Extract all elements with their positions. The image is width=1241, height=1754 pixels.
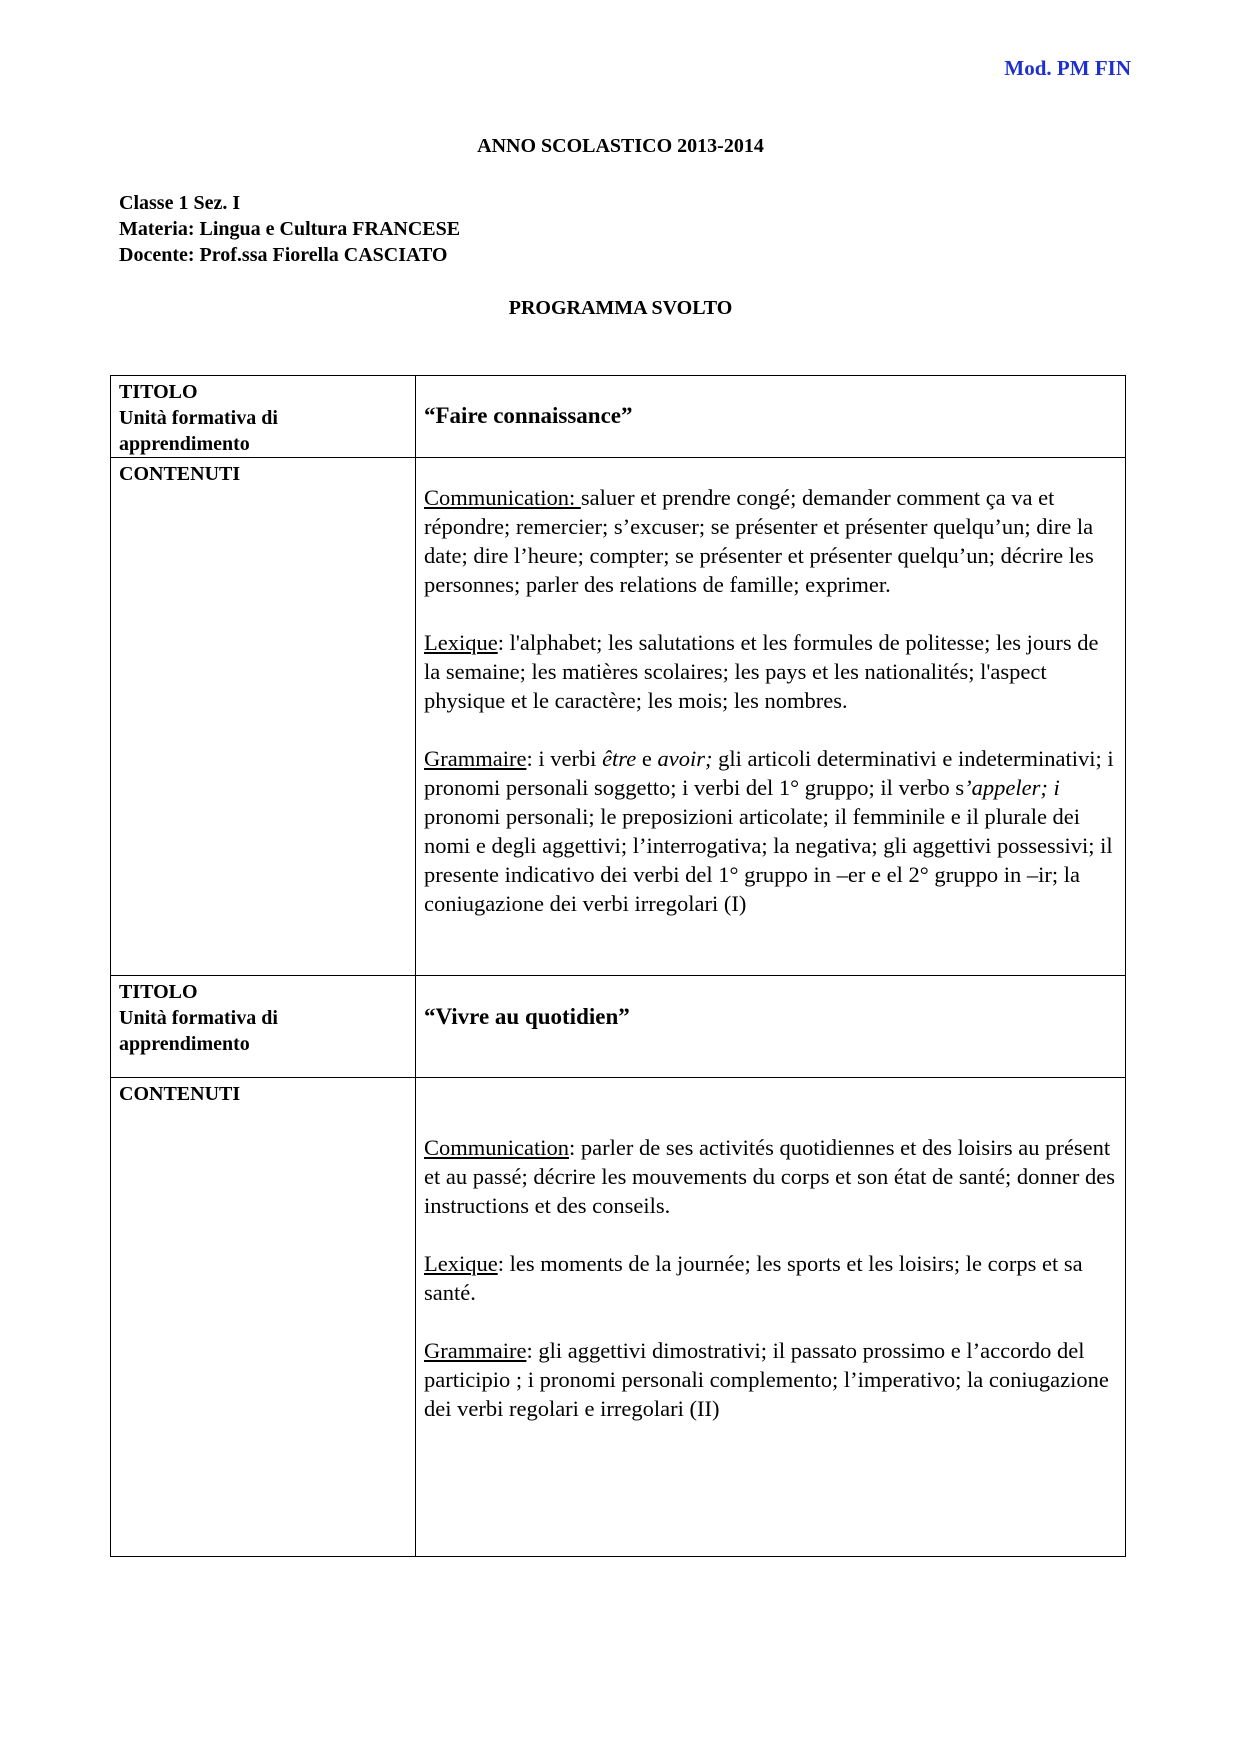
unit-1-grammaire (424, 744, 1117, 918)
school-year-heading: ANNO SCOLASTICO 2013-2014 (477, 135, 764, 157)
class-line: Classe 1 Sez. I (119, 192, 241, 214)
lexique-label: Lexique (424, 1251, 498, 1276)
grammaire-text-1: : i verbi (526, 746, 603, 771)
unit-2-title-cell (416, 976, 1126, 1078)
lexique-label: Lexique (424, 630, 498, 655)
grammaire-label: Grammaire (424, 746, 527, 771)
unit-2-title-row (111, 976, 1126, 1078)
unit-2-lexique (424, 1249, 1117, 1307)
unit-2-grammaire (424, 1336, 1117, 1423)
unit-1-contents-row (111, 458, 1126, 976)
program-heading: PROGRAMMA SVOLTO (508, 297, 733, 319)
titolo-label: TITOLO (119, 981, 198, 1003)
contents-label-cell (111, 1078, 416, 1557)
title-label-cell (111, 976, 416, 1078)
contenuti-label: CONTENUTI (119, 1083, 241, 1105)
unit-2-contents-cell (416, 1078, 1126, 1557)
grammaire-text-3: gli articoli determinativi e indeterminativi; i pronomi personali soggetto; i verbi del 1° gruppo; il verbo s (424, 746, 1114, 800)
unit-1-title-cell (416, 376, 1126, 458)
apprendimento-label: apprendimento (119, 433, 250, 455)
grammaire-text: : gli aggettivi dimostrativi; il passato prossimo e l’accordo del participio ; i pronomi personali complemento; l’imperativo; la coniugazione dei verbi regolari e irregolari (II) (424, 1338, 1109, 1421)
titolo-label: TITOLO (119, 381, 198, 403)
unit-1-communication (424, 483, 1117, 599)
lexique-text: : l'alphabet; les salutations et les formules de politesse; les jours de la semaine; les matières scolaires; les pays et les nationalités; l'aspect physique et le caractère; les mois; les nombres. (424, 630, 1099, 713)
title-label-cell (111, 376, 416, 458)
apprendimento-label: apprendimento (119, 1033, 250, 1055)
unit-1-title-row (111, 376, 1126, 458)
unit-2-contents-row (111, 1078, 1126, 1557)
grammaire-italic-1: être (602, 746, 637, 771)
unit-2-title: “Vivre au quotidien” (424, 1004, 630, 1029)
unit-1-contents-cell (416, 458, 1126, 976)
grammaire-text-4: pronomi personali; le preposizioni articolate; il femminile e il plurale dei nomi e degli aggettivi; l’interrogativa; la negativa; gli aggettivi possessivi; il presente indicativo dei verbi del 1° gruppo in –er e el 2° gruppo in –ir; la coniugazione dei verbi irregolari (I) (424, 804, 1113, 916)
grammaire-text-2: e (636, 746, 658, 771)
form-code: Mod. PM FIN (1004, 56, 1131, 80)
unit-1-title: “Faire connaissance” (424, 403, 633, 428)
grammaire-label: Grammaire (424, 1338, 527, 1363)
communication-label: Communication: (424, 485, 581, 510)
unita-label: Unità formativa di (119, 1007, 278, 1029)
subject-line: Materia: Lingua e Cultura FRANCESE (119, 218, 461, 240)
unit-2-communication (424, 1133, 1117, 1220)
communication-text: saluer et prendre congé; demander comment ça va et répondre; remercier; s’excuser; se présenter et présenter quelqu’un; dire la date; dire l’heure; compter; se présenter et présenter quelqu’un; décrire les personnes; parler des relations de famille; exprimer. (424, 485, 1094, 597)
class-info-block (119, 190, 460, 268)
communication-label: Communication (424, 1135, 569, 1160)
unita-label: Unità formativa di (119, 407, 278, 429)
grammaire-italic-2: avoir; (657, 746, 713, 771)
contents-label-cell (111, 458, 416, 976)
unit-1-lexique (424, 628, 1117, 715)
contenuti-label: CONTENUTI (119, 463, 241, 485)
teacher-line: Docente: Prof.ssa Fiorella CASCIATO (119, 244, 448, 266)
lexique-text: : les moments de la journée; les sports et les loisirs; le corps et sa santé. (424, 1251, 1083, 1305)
communication-text: : parler de ses activités quotidiennes et des loisirs au présent et au passé; décrire les mouvements du corps et son état de santé; donner des instructions et des conseils. (424, 1135, 1116, 1218)
grammaire-italic-3: ’appeler; i (964, 775, 1060, 800)
program-table (110, 375, 1126, 1557)
